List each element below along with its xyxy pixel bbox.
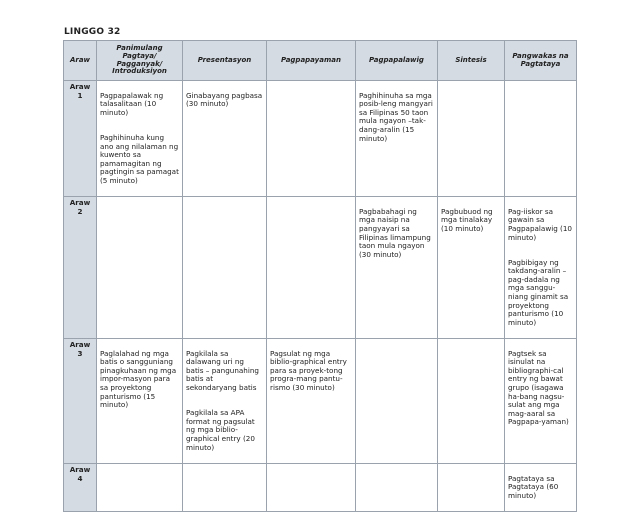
header-sintesis: Sintesis bbox=[438, 41, 505, 81]
cell-text: Paghihinuha kung ano ang nilalaman ng kuwento sa pamamagitan ng pagtingin sa pamagat (5 minuto) bbox=[100, 132, 179, 185]
table-cell bbox=[438, 339, 505, 464]
page-title: LINGGO 32 bbox=[64, 27, 121, 37]
header-row bbox=[64, 41, 577, 81]
header-araw: Araw bbox=[64, 41, 97, 81]
day-cell: Araw 4 bbox=[64, 464, 97, 512]
table-cell bbox=[438, 197, 505, 339]
cell-text: Paghihinuha sa mga posib-leng mangyari sa Filipinas 50 taon mula ngayon –tak-dang-aralin (15 minuto) bbox=[359, 90, 433, 143]
table-row bbox=[64, 197, 577, 339]
table-cell bbox=[438, 464, 505, 512]
cell-text: Pagbabahagi ng mga naisip na pangyayari sa Filipinas limampung taon mula ngayon (30 minuto) bbox=[359, 206, 431, 259]
cell-text: Paglalahad ng mga batis o sangguniang pinagkuhaan ng mga impor-masyon para sa proyektong panturismo (15 minuto) bbox=[100, 348, 177, 410]
table-cell bbox=[267, 197, 356, 339]
day-cell: Araw 3 bbox=[64, 339, 97, 464]
header-pangwakas-na-pagtataya: Pangwakas na Pagtataya bbox=[505, 41, 577, 81]
table-cell bbox=[505, 339, 577, 464]
header-pagpapalawig: Pagpapalawig bbox=[356, 41, 438, 81]
table-cell bbox=[505, 81, 577, 197]
table-row bbox=[64, 464, 577, 512]
table-cell bbox=[267, 81, 356, 197]
cell-text: Pag-iiskor sa gawain sa Pagpapalawig (10 minuto) bbox=[508, 206, 572, 242]
cell-text: Pagsulat ng mga biblio-graphical entry para sa proyek-tong progra-mang pantu-rismo (30 minuto) bbox=[270, 348, 347, 392]
cell-text: Pagkilala sa dalawang uri ng batis – pangunahing batis at sekondaryang batis bbox=[186, 348, 259, 392]
table-row bbox=[64, 81, 577, 197]
table-cell bbox=[356, 197, 438, 339]
cell-text: Pagtsek sa isinulat na bibliographi-cal entry ng bawat grupo (isagawa ha-bang nagsu-sulat ang mga mag-aaral sa Pagpapa-yaman) bbox=[508, 348, 569, 427]
cell-text: Pagkilala sa APA format ng pagsulat ng mga biblio-graphical entry (20 minuto) bbox=[186, 408, 255, 452]
table-cell bbox=[183, 339, 267, 464]
table-row bbox=[64, 339, 577, 464]
table-cell bbox=[438, 81, 505, 197]
header-pagpapayaman: Pagpapayaman bbox=[267, 41, 356, 81]
cell-text: Pagbubuod ng mga tinalakay (10 minuto) bbox=[441, 206, 493, 233]
table-cell bbox=[97, 464, 183, 512]
table-cell bbox=[97, 197, 183, 339]
table-cell bbox=[97, 339, 183, 464]
lesson-plan-table bbox=[63, 40, 577, 512]
cell-text: Ginabayang pagbasa (30 minuto) bbox=[186, 90, 263, 109]
table-cell bbox=[267, 339, 356, 464]
day-cell: Araw 2 bbox=[64, 197, 97, 339]
table-cell bbox=[505, 464, 577, 512]
cell-text: Pagpapalawak ng talasalitaan (10 minuto) bbox=[100, 90, 164, 117]
cell-text: Pagbibigay ng takdang-aralin – pag-dadala ng mga sanggu-niang ginamit sa proyektong panturismo (10 minuto) bbox=[508, 257, 569, 327]
table-cell bbox=[183, 197, 267, 339]
table-cell bbox=[183, 464, 267, 512]
day-cell: Araw 1 bbox=[64, 81, 97, 197]
table-cell bbox=[183, 81, 267, 197]
table-cell bbox=[505, 197, 577, 339]
header-panimulang-pagtaya: Panimulang Pagtaya/ Pagganyak/ Introduksiyon bbox=[97, 41, 183, 81]
table-cell bbox=[267, 464, 356, 512]
table-cell bbox=[356, 339, 438, 464]
table-cell bbox=[97, 81, 183, 197]
header-presentasyon: Presentasyon bbox=[183, 41, 267, 81]
cell-text: Pagtataya sa Pagtataya (60 minuto) bbox=[508, 473, 559, 500]
table-cell bbox=[356, 81, 438, 197]
table-cell bbox=[356, 464, 438, 512]
